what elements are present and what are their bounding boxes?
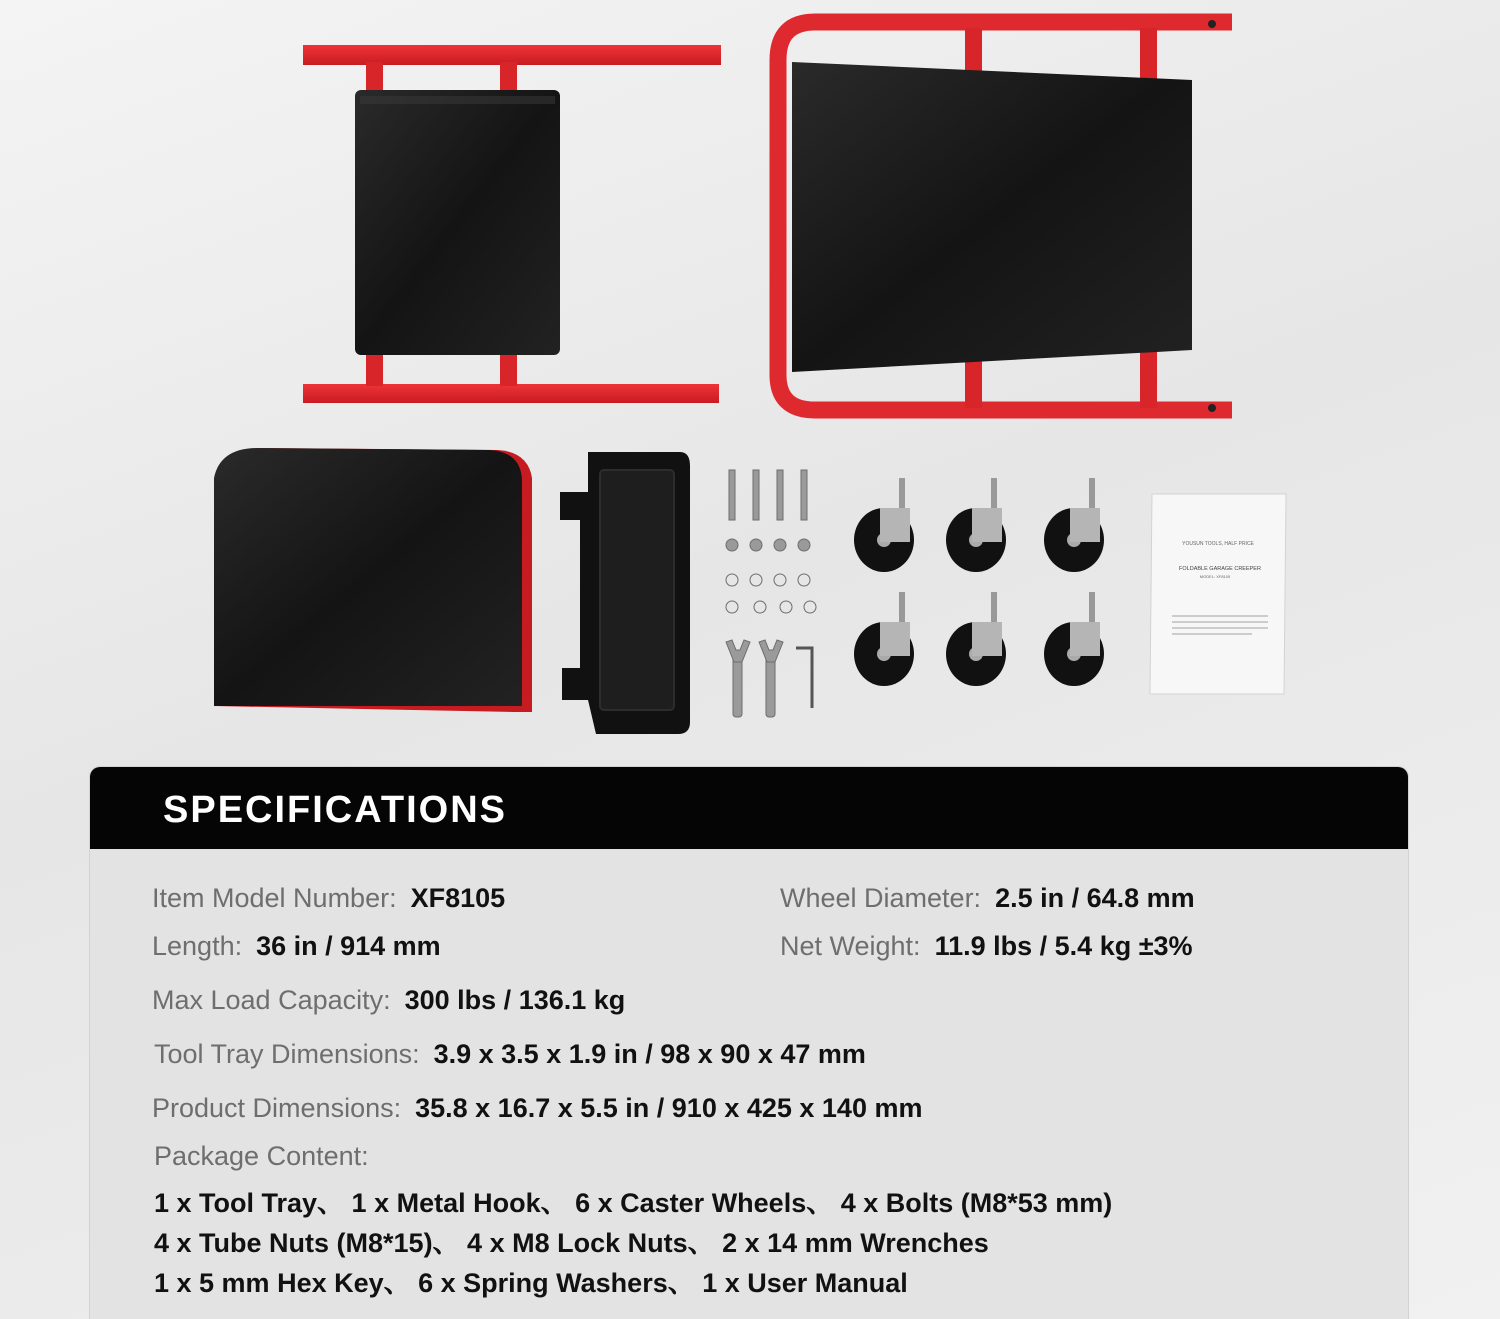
spec-value: 11.9 lbs / 5.4 kg ±3% [934,931,1193,961]
spec-label: Tool Tray Dimensions: [154,1039,420,1069]
user-manual [1150,494,1286,694]
spec-value: 2.5 in / 64.8 mm [995,883,1195,913]
spec-label: Wheel Diameter: [780,883,982,913]
spec-label: Max Load Capacity: [152,985,391,1015]
manual-model: MODEL: XF8105 [1199,574,1231,579]
hardware [726,470,816,717]
package-line: 4 x Tube Nuts (M8*15)、 4 x M8 Lock Nuts、 2 x 14 mm Wrenches [154,1228,989,1258]
manual-line1: YOUSUN TOOLS, HALF PRICE [1182,541,1254,547]
spec-value: 300 lbs / 136.1 kg [404,985,626,1015]
spec-length [152,931,441,962]
spec-item-model [152,883,505,914]
spec-net-weight [780,931,1193,962]
package-line: 1 x Tool Tray、 1 x Metal Hook、 6 x Caster Wheels、 4 x Bolts (M8*53 mm) [154,1188,1113,1218]
spec-value: 35.8 x 16.7 x 5.5 in / 910 x 425 x 140 mm [415,1093,923,1123]
caster-wheels [854,478,1104,686]
specifications-title: SPECIFICATIONS [163,789,507,831]
spec-value: 36 in / 914 mm [256,931,441,961]
back-frame [778,20,1232,412]
manual-title: FOLDABLE GARAGE CREEPER [1179,566,1261,572]
spec-label: Length: [152,931,243,961]
spec-label: Net Weight: [780,931,921,961]
spec-product-dimensions [152,1093,922,1124]
spec-value: XF8105 [410,883,506,913]
tool-tray [560,452,690,734]
spec-max-load [152,985,625,1016]
spec-label: Product Dimensions: [152,1093,402,1123]
seat-frame [303,45,721,403]
specifications-panel [90,767,1408,1319]
package-content-label: Package Content: [154,1141,369,1171]
package-line: 1 x 5 mm Hex Key、 6 x Spring Washers、 1 x User Manual [154,1268,908,1298]
spec-wheel-diameter [780,883,1195,914]
seat-cushion [214,448,532,712]
spec-tool-tray-dimensions [154,1039,866,1070]
spec-value: 3.9 x 3.5 x 1.9 in / 98 x 90 x 47 mm [433,1039,866,1069]
spec-label: Item Model Number: [152,883,397,913]
specifications-header [90,767,1408,849]
